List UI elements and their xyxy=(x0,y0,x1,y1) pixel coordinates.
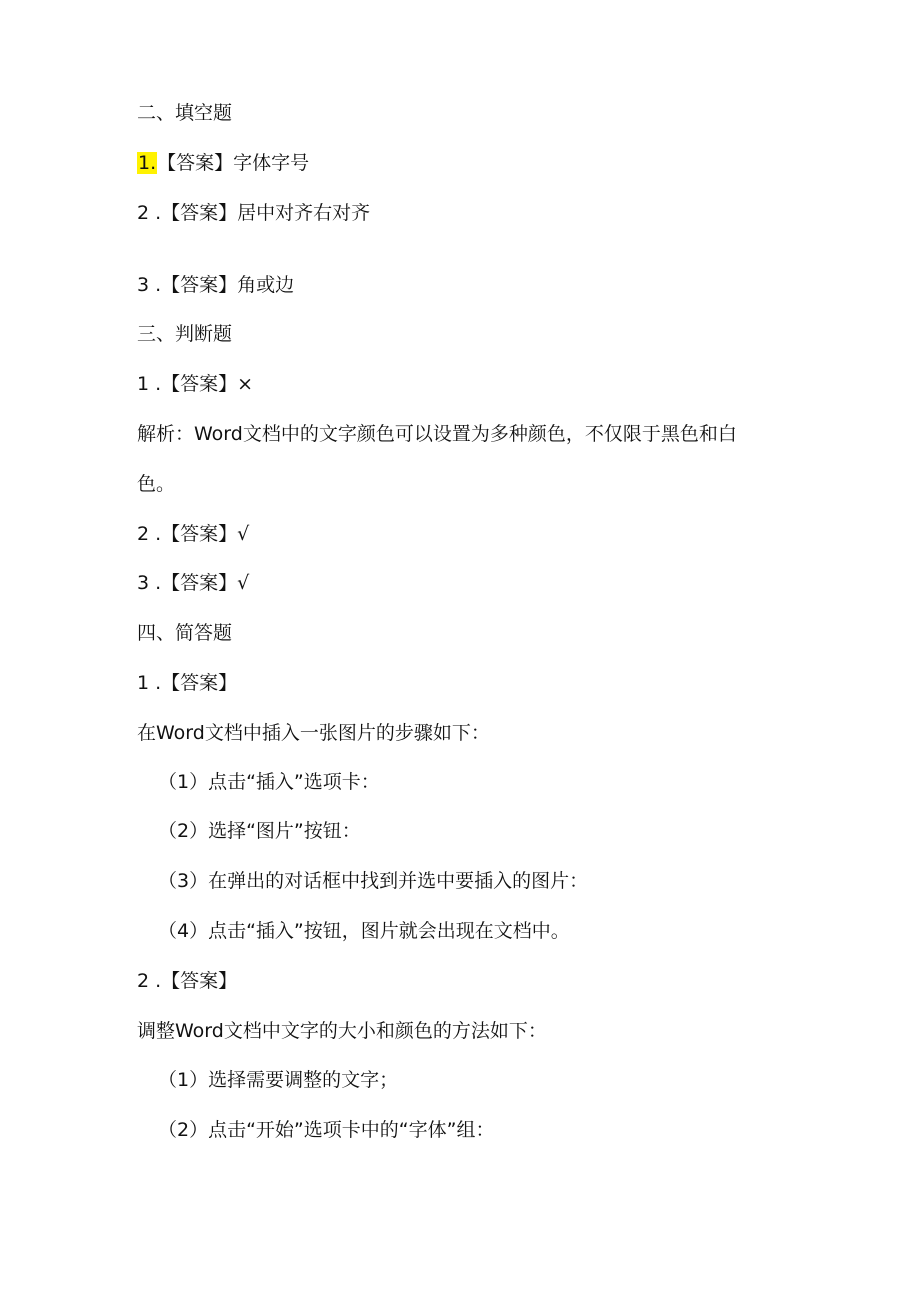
judge-analysis-line-2: 色。 xyxy=(137,473,176,495)
judge-answer-2: 2 .【答案】√ xyxy=(137,523,250,545)
short-answer-1-label: 1 .【答案】 xyxy=(137,672,238,694)
fill-answer-1 xyxy=(137,150,309,176)
judge-analysis-line-1: 解析：Word文档中的文字颜色可以设置为多种颜色，不仅限于黑色和白 xyxy=(137,423,737,445)
short-answer-1-step-1: （1）点击“插入”选项卡： xyxy=(158,771,380,793)
short-answer-1-intro: 在Word文档中插入一张图片的步骤如下： xyxy=(137,722,490,744)
section-heading-short-answer: 四、简答题 xyxy=(137,622,233,644)
judge-answer-1: 1 .【答案】× xyxy=(137,373,254,395)
short-answer-1-step-2: （2）选择“图片”按钮： xyxy=(158,820,361,842)
short-answer-2-step-2: （2）点击“开始”选项卡中的“字体”组： xyxy=(158,1119,495,1141)
section-heading-judgement: 三、判断题 xyxy=(137,323,233,345)
highlighted-number: 1. xyxy=(138,152,157,174)
judge-answer-3: 3 .【答案】√ xyxy=(137,572,250,594)
section-heading-fill-in: 二、填空题 xyxy=(137,102,233,124)
short-answer-2-label: 2 .【答案】 xyxy=(137,970,238,992)
short-answer-2-intro: 调整Word文档中文字的大小和颜色的方法如下： xyxy=(137,1020,547,1042)
fill-answer-3: 3 .【答案】角或边 xyxy=(137,274,295,296)
short-answer-2-step-1: （1）选择需要调整的文字； xyxy=(158,1069,399,1091)
short-answer-1-step-3: （3）在弹出的对话框中找到并选中要插入的图片： xyxy=(158,870,589,892)
fill-answer-2: 2 .【答案】居中对齐右对齐 xyxy=(137,202,371,224)
fill-answer-1-text: 【答案】字体字号 xyxy=(157,152,310,174)
short-answer-1-step-4: （4）点击“插入”按钮，图片就会出现在文档中。 xyxy=(158,920,570,942)
